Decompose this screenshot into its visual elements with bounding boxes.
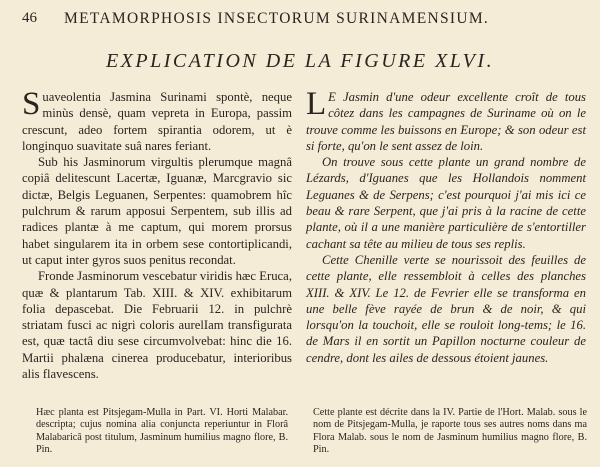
latin-footnote [36,407,288,457]
latin-paragraph-text: uaveolentia Jasmina Surinami spontè, neque minùs densè, quam vepreta in Europa, passim crescunt, adeo fortem spirantia odorem, ut è longinquo suavitate suâ nares feriant. [22,90,292,153]
latin-drop-cap: S [22,86,41,122]
running-title: METAMORPHOSIS INSECTORUM SURINAMENSIUM. [64,10,490,27]
french-paragraph: Cette Chenille verte se nourissoit des feuilles de cette plante, elle ressembloit à celles des planches XIII. & XIV. Le 12. de Fevrier elle se transforma en une belle fève rayée de brun & de noir, & qui lorsqu'on la touchoit, elle se rouloit long-tems; le 16. de Mars il en sortit un Papillon nocturne couleur de cendre, dont les ailes de dessous étoient jaunes. [306,252,586,365]
latin-column [22,86,292,382]
french-paragraph: On trouve sous cette plante un grand nombre de Lézards, d'Iguanes que les Hollandois nomment Leguanes & de Serpens; c'est pourquoi j'ai mis ici ce beau & rare Serpent, que j'ai pris à la racine de cette plante, où il a une manière particulière de s'entortiller cachant sa tête au milieu de tous ses replis. [306,155,586,251]
latin-paragraph: Sub his Jasminorum virgultis plerumque magnâ copiâ delitescunt Lacertæ, Iguanæ, Marcgravio sic dictæ, Belgis Leguanen, Serpentes: quamobrem hîc pulchrum & rarum apposui Serpentem, sub illis ad radices plantæ à me captum, qui morem prorsus habet singularem ita in orbem sese contortiplicandi, ut caput inter gyros suos penitus recondat. [22,155,292,267]
latin-paragraph: Fronde Jasminorum vescebatur viridis hæc Eruca, quæ & plantarum Tab. XIII. & XIV. exhibitarum folia depascebat. Die Februarii 12. in pulchrè striatam fusci ac nigri coloris aurelIam transfigurata est, quæ tactâ diu sese circumvolvebat: hinc die 16. Martii phalæna cinerea producebatur, interioribus alis flavescens. [22,269,292,382]
french-paragraph [306,86,586,154]
latin-paragraph [22,86,292,154]
page-number: 46 [22,10,37,26]
french-paragraph-text: E Jasmin d'une odeur excellente croît de tous côtez dans les campagnes de Suriname où on le trouve comme les buissons en Europe; & son odeur est si forte, qu'on le sent assez de loin. [306,90,586,153]
section-title: EXPLICATION DE LA FIGURE XLVI. [105,50,495,72]
french-footnote [313,407,587,457]
latin-footnote-text: Hæc planta est Pitsjegam-Mulla in Part. VI. Horti Malabar. descripta; cujus nomina alia conjuncta reperiuntur in Florâ Malabaricâ post titulum, Jasminum humilius magno flore, B. Pin. [36,407,288,456]
french-drop-cap: L [306,86,327,122]
french-footnote-text: Cette plante est décrite dans la IV. Partie de l'Hort. Malab. sous le nom de Pitsjegam-Mulla, je raporte tous ses autres noms dans ma Flora Malab. sous le nom de Jasminum humilius magno flore, B. Pin. [313,407,587,456]
french-column [306,86,586,366]
